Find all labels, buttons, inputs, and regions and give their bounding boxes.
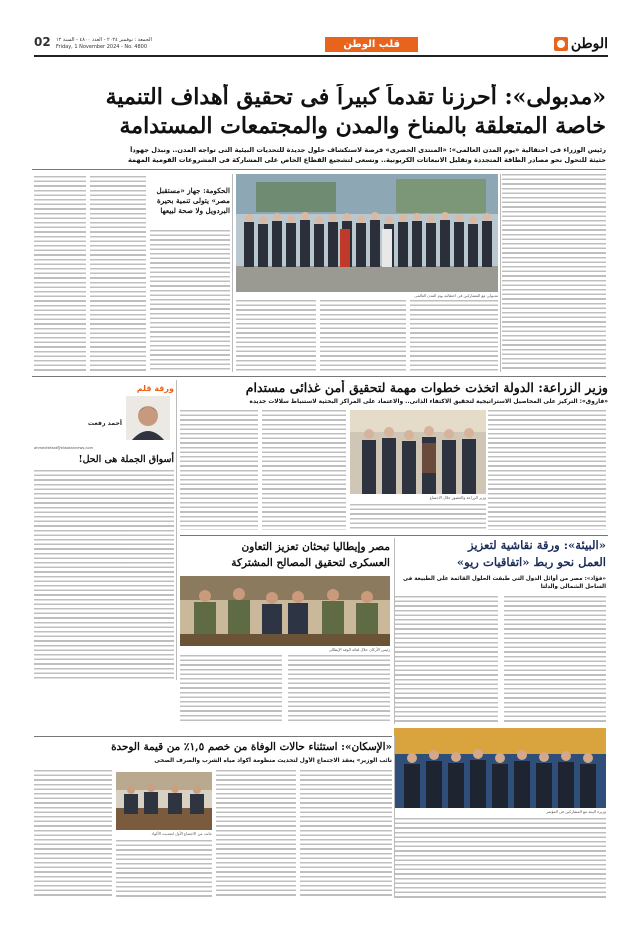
housing-text-2 bbox=[216, 770, 296, 898]
issue-info bbox=[56, 37, 152, 51]
lead-text-col-2 bbox=[320, 300, 406, 372]
lead-text-col-1 bbox=[410, 300, 498, 372]
sidebar-title: الحكومة: جهاز «مستقبل مصر» يتولى تنمية بحيرة البردويل ولا صحة لبيعها bbox=[156, 186, 230, 215]
housing-text-1 bbox=[300, 770, 392, 898]
agriculture-headline: وزير الزراعة: الدولة اتخذت خطوات مهمة لتحقيق أمن غذائى مستدام bbox=[245, 380, 608, 395]
agriculture-text-right bbox=[488, 410, 606, 530]
agriculture-text-left bbox=[180, 410, 258, 530]
housing-photo bbox=[116, 772, 212, 830]
column-text-1 bbox=[34, 470, 174, 680]
environment-text-2 bbox=[394, 596, 498, 724]
lead-text-col-3 bbox=[236, 300, 316, 372]
housing-text-4 bbox=[116, 840, 212, 898]
environment-photo-caption: وزيرة البيئة مع المشاركين فى المؤتمر bbox=[546, 809, 606, 814]
housing-deck: نائب الوزير» يعقد الاجتماع الأول لتحديث منظومة أكواد مياه الشرب والصرف الصحى bbox=[154, 758, 392, 764]
logo-text: الوطن bbox=[570, 36, 608, 52]
housing-headline: «الإسكان»: استثناء حالات الوفاة من خصم ١,٥٪ من قيمة الوحدة bbox=[111, 741, 392, 753]
housing-photo-caption: جانب من الاجتماع الأول لتحديث الأكواد bbox=[151, 831, 212, 836]
agriculture-text-mid bbox=[262, 410, 346, 530]
housing-text-3 bbox=[34, 770, 112, 898]
environment-headline-1: «البيئة»: ورقة نقاشية لتعزيز bbox=[468, 538, 606, 552]
agriculture-photo bbox=[350, 410, 486, 494]
defense-text-1 bbox=[288, 655, 390, 724]
lead-text-right bbox=[502, 174, 606, 372]
lead-headline-1: «مدبولى»: أحرزنا تقدماً كبيراً فى تحقيق أهداف التنمية bbox=[105, 84, 606, 110]
issue-line-en: Friday, 1 November 2024 - No. 4800 bbox=[56, 44, 148, 50]
page-number: 02 bbox=[34, 35, 51, 49]
lead-text-left-1 bbox=[90, 176, 146, 372]
author-name: أحمد رفعت bbox=[87, 420, 122, 427]
lead-headline-2: خاصة المتعلقة بالمناخ والمدن والمجتمعات المستدامة bbox=[119, 113, 606, 139]
author-avatar bbox=[126, 396, 170, 440]
defense-photo bbox=[180, 576, 390, 646]
lead-photo-caption: مدبولى مع المشاركين فى احتفالية يوم المدن العالمى bbox=[414, 293, 498, 298]
section-tag: قلب الوطن bbox=[325, 37, 418, 52]
issue-line-ar: الجمعة : نوفمبر ٢٠٢٤ - العدد ٤٨٠٠ - السنة ١٢ bbox=[56, 37, 152, 43]
environment-text-1 bbox=[504, 596, 606, 724]
environment-text-3 bbox=[394, 818, 606, 898]
lead-text-left-2 bbox=[34, 176, 86, 372]
agriculture-deck: «فاروق»: التركيز على المحاصيل الاستراتيجية لتحقيق الاكتفاء الذاتى.. والاعتماد على المراكز البحثية لاستنباط سلالات جديدة bbox=[249, 399, 608, 405]
defense-headline-1: مصر وإيطاليا تبحثان تعزيز التعاون bbox=[241, 541, 390, 553]
masthead bbox=[34, 35, 608, 57]
sidebar-text bbox=[150, 230, 230, 372]
agriculture-photo-caption: وزير الزراعة والحضور خلال الاجتماع bbox=[429, 495, 486, 500]
logo-icon bbox=[554, 37, 568, 51]
agriculture-text-bottom bbox=[350, 504, 486, 530]
environment-deck: «فؤاد»: مصر من أوائل الدول التى طبقت الحلول القائمة على الطبيعة فى الساحل الشمالى والدلتا bbox=[403, 576, 606, 590]
column-title: أسواق الجملة هى الحل! bbox=[78, 454, 174, 465]
logo[interactable] bbox=[554, 36, 608, 52]
environment-headline-2: العمل نحو ربط «اتفاقيات ريو» bbox=[456, 555, 606, 569]
environment-photo bbox=[394, 728, 606, 808]
defense-text-2 bbox=[180, 655, 282, 724]
defense-headline-2: العسكرى لتحقيق المصالح المشتركة bbox=[231, 557, 390, 569]
column-label: ورقة قلم bbox=[136, 384, 174, 393]
author-email[interactable]: ahmedrefaat@elwatannews.com bbox=[34, 446, 94, 450]
lead-deck-1: رئيس الوزراء فى احتفالية «يوم المدن العالمى»: «المنتدى الحضرى» فرصة لاستكشاف حلول جديدة للتحديات البيئية التى تواجه المدن.. ونبذل جهوداً bbox=[130, 146, 606, 154]
lead-photo bbox=[236, 174, 498, 292]
lead-deck-2: حثيثة للتحول نحو مصادر الطاقة المتجددة وتقليل الانبعاثات الكربونية.. ونسعى لتشجيع القطاع الخاص على المشاركة فى المشروعات القومية المهمة bbox=[127, 156, 606, 164]
defense-photo-caption: رئيس الأركان خلال لقائه الوفد الإيطالى bbox=[328, 647, 390, 652]
